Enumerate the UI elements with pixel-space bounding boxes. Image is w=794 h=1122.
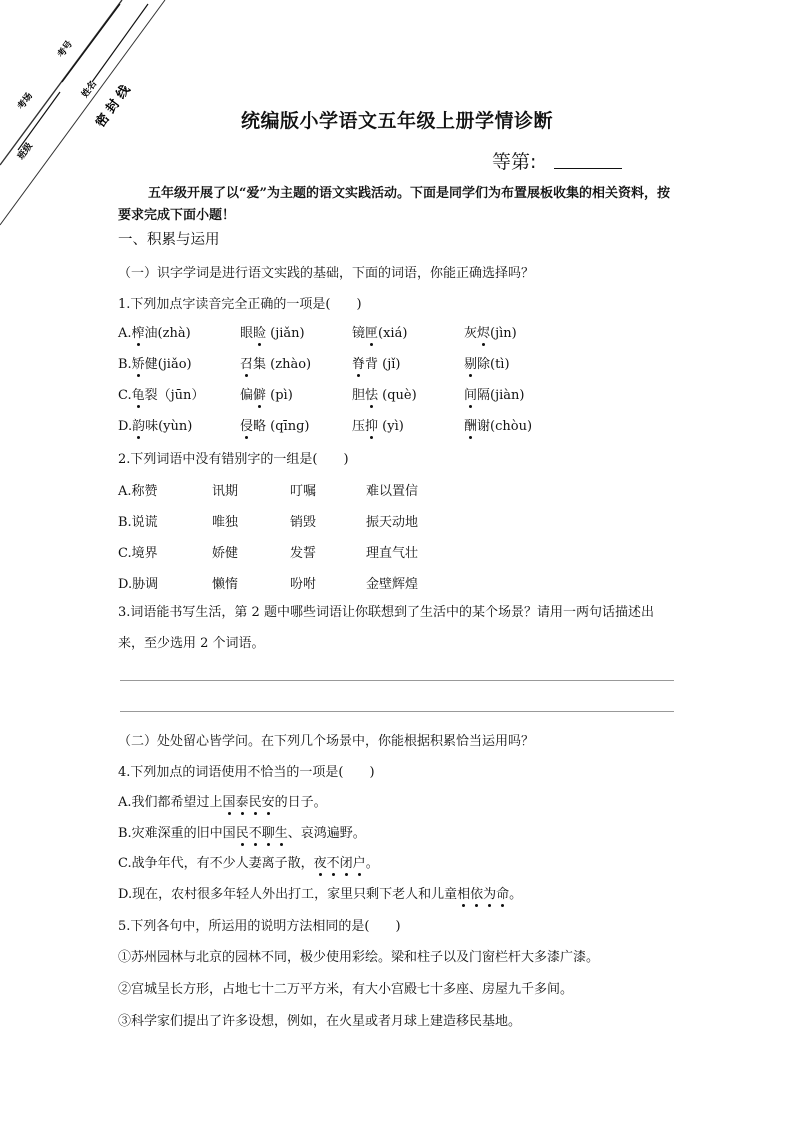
grade-label: 等第: <box>492 151 537 173</box>
q2-word: 懒惰 <box>212 577 239 592</box>
q2-word: 吩咐 <box>290 577 317 592</box>
page-title: 统编版小学语文五年级上册学情诊断 <box>240 110 553 132</box>
field-name: 姓名 <box>80 79 100 100</box>
q4-option-d[interactable]: D.现在，农村很多年轻人外出打工，家里只剩下老人和儿童相依为命。 <box>118 883 522 902</box>
part2-heading: （二）处处留心皆学问。在下列几个场景中，你能根据积累恰当运用吗？ <box>118 734 535 749</box>
q1-option[interactable]: B.矫健(jiǎo) <box>118 353 192 372</box>
q1-option[interactable]: C.龟裂（jūn） <box>118 384 204 403</box>
part1-heading: （一）识字学词是进行语文实践的基础，下面的词语，你能正确选择吗？ <box>118 266 535 281</box>
q1-option-word: 胆怯 (què) <box>352 384 417 403</box>
field-exam-number: 考号 <box>56 39 76 60</box>
q1-option[interactable]: A.榨油(zhà) <box>118 322 191 341</box>
q1-option-word: 脊背 (jǐ) <box>352 353 400 372</box>
q2-word: 销毁 <box>290 515 317 530</box>
q2-word: 理直气壮 <box>366 546 419 561</box>
q1-option-word: 偏僻 (pì) <box>240 384 293 403</box>
q1-stem: 1.下列加点字读音完全正确的一项是( ) <box>118 297 362 312</box>
q1-option-word: 灰烬(jìn) <box>464 322 517 341</box>
q1-option-word: 间隔(jiàn) <box>464 384 524 403</box>
q5-option-3[interactable]: ③科学家们提出了许多设想，例如，在火星或者月球上建造移民基地。 <box>118 1014 522 1029</box>
field-exam-room: 考场 <box>16 91 36 112</box>
grade-blank[interactable] <box>554 168 622 169</box>
intro-text: 五年级开展了以“爱”为主题的语文实践活动。下面是同学们为布置展板收集的相关资料，按要求完成下面小题！ <box>118 186 670 223</box>
q3-stem: 3.词语能书写生活，第 2 题中哪些词语让你联想到了生活中的某个场景？请用一两句话描述出来，至少选用 2 个词语。 <box>118 605 654 651</box>
q2-word: 金壁辉煌 <box>366 577 419 592</box>
q5-option-2[interactable]: ②宫城呈长方形，占地七十二万平方米，有大小宫殿七十多座、房屋九千多间。 <box>118 982 574 997</box>
q2-word: 讯期 <box>212 484 239 499</box>
q2-option[interactable]: A.称赞 <box>118 484 158 499</box>
q2-word: 叮嘱 <box>290 484 317 499</box>
q2-word: 振天动地 <box>366 515 419 530</box>
answer-line[interactable] <box>120 711 674 712</box>
q5-stem: 5.下列各句中，所运用的说明方法相同的是( ) <box>118 919 401 934</box>
answer-line[interactable] <box>120 680 674 681</box>
q4-option-c[interactable]: C.战争年代，有不少人妻离子散，夜不闭户。 <box>118 852 379 871</box>
q4-option-a[interactable]: A.我们都希望过上国泰民安的日子。 <box>118 791 327 810</box>
seal-line-label: 密 封 线 <box>93 82 134 131</box>
q5-option-1[interactable]: ①苏州园林与北京的园林不同，极少使用彩绘。梁和柱子以及门窗栏杆大多漆广漆。 <box>118 950 600 965</box>
q2-option[interactable]: D.胁调 <box>118 577 159 592</box>
q2-word: 唯独 <box>212 515 239 530</box>
q4-stem: 4.下列加点的词语使用不恰当的一项是( ) <box>118 765 375 780</box>
q1-option-word: 眼睑 (jiǎn) <box>240 322 305 341</box>
q1-option-word: 酬谢(chòu) <box>464 415 532 434</box>
q4-option-b[interactable]: B.灾难深重的旧中国民不聊生、哀鸿遍野。 <box>118 822 366 841</box>
field-class: 班级 <box>16 141 36 162</box>
q2-stem: 2.下列词语中没有错别字的一组是( ) <box>118 452 349 467</box>
section-heading: 一、积累与运用 <box>118 232 220 248</box>
q1-option[interactable]: D.韵味(yùn) <box>118 415 192 434</box>
q2-word: 娇健 <box>212 546 239 561</box>
q1-option-word: 召集 (zhào) <box>240 353 311 372</box>
q1-option-word: 镜匣(xiá) <box>352 322 407 341</box>
q1-option-word: 剔除(tì) <box>464 353 510 372</box>
q2-option[interactable]: C.境界 <box>118 546 158 561</box>
q2-option[interactable]: B.说谎 <box>118 515 158 530</box>
option-letter: A. <box>118 326 132 341</box>
q1-option-word: 侵略 (qīnɡ) <box>240 415 309 434</box>
q2-word: 发誓 <box>290 546 317 561</box>
q1-option-word: 压抑 (yì) <box>352 415 404 434</box>
q2-word: 难以置信 <box>366 484 419 499</box>
